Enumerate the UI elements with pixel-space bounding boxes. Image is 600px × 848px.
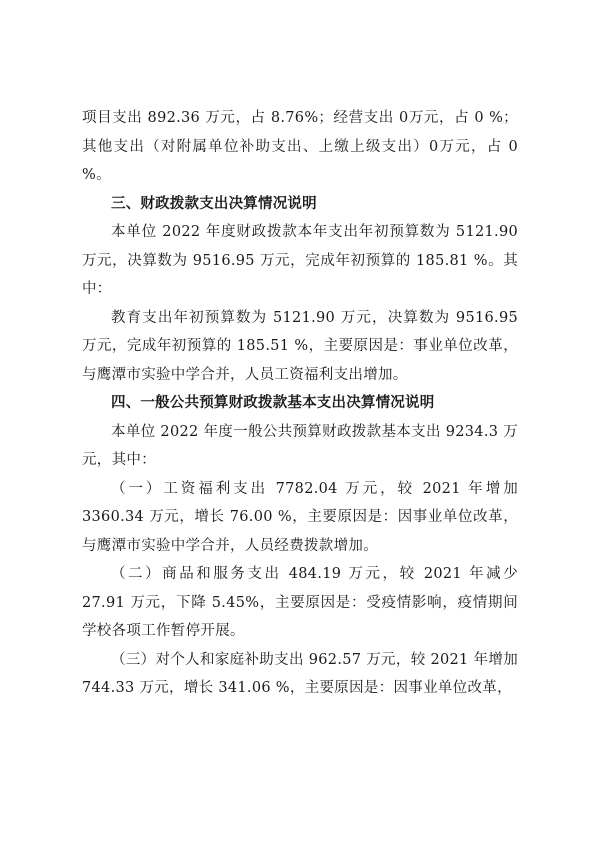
section-heading-4: 四、一般公共预算财政拨款基本支出决算情况说明 <box>111 395 435 411</box>
paragraph-wages-welfare: （一）工资福利支出 7782.04 万元，较 2021 年增加 3360.34 万元，增长 76.00 %，主要原因是：因事业单位改革，与鹰潭市实验中学合并，人员经费拨款增加。 <box>82 480 518 554</box>
paragraph-basic-expenditure: 本单位 2022 年度一般公共预算财政拨款基本支出 9234.3 万元，其中： <box>82 423 518 468</box>
paragraph-personal-subsidy: （三）对个人和家庭补助支出 962.57 万元，较 2021 年增加 744.33 万元，增长 341.06 %，主要原因是：因事业单位改革， <box>82 651 518 696</box>
paragraph-fiscal-expenditure: 本单位 2022 年度财政拨款本年支出年初预算数为 5121.90 万元，决算数为 9516.95 万元，完成年初预算的 185.81 %。其中： <box>82 224 518 297</box>
section-heading-3: 三、财政拨款支出决算情况说明 <box>111 195 317 212</box>
paragraph-goods-services: （二）商品和服务支出 484.19 万元，较 2021 年减少 27.91 万元，下降 5.45%，主要原因是：受疫情影响，疫情期间学校各项工作暂停开展。 <box>82 566 518 639</box>
paragraph-other-expenditure: 项目支出 892.36 万元，占 8.76%；经营支出 0万元，占 0 %；其他支出（对附属单位补助支出、上缴上级支出）0万元，占 0 %。 <box>82 110 518 183</box>
paragraph-education-expenditure: 教育支出年初预算数为 5121.90 万元，决算数为 9516.95 万元，完成年初预算的 185.51 %，主要原因是：事业单位改革，与鹰潭市实验中学合并，人员工资福利支出增加。 <box>82 309 518 383</box>
